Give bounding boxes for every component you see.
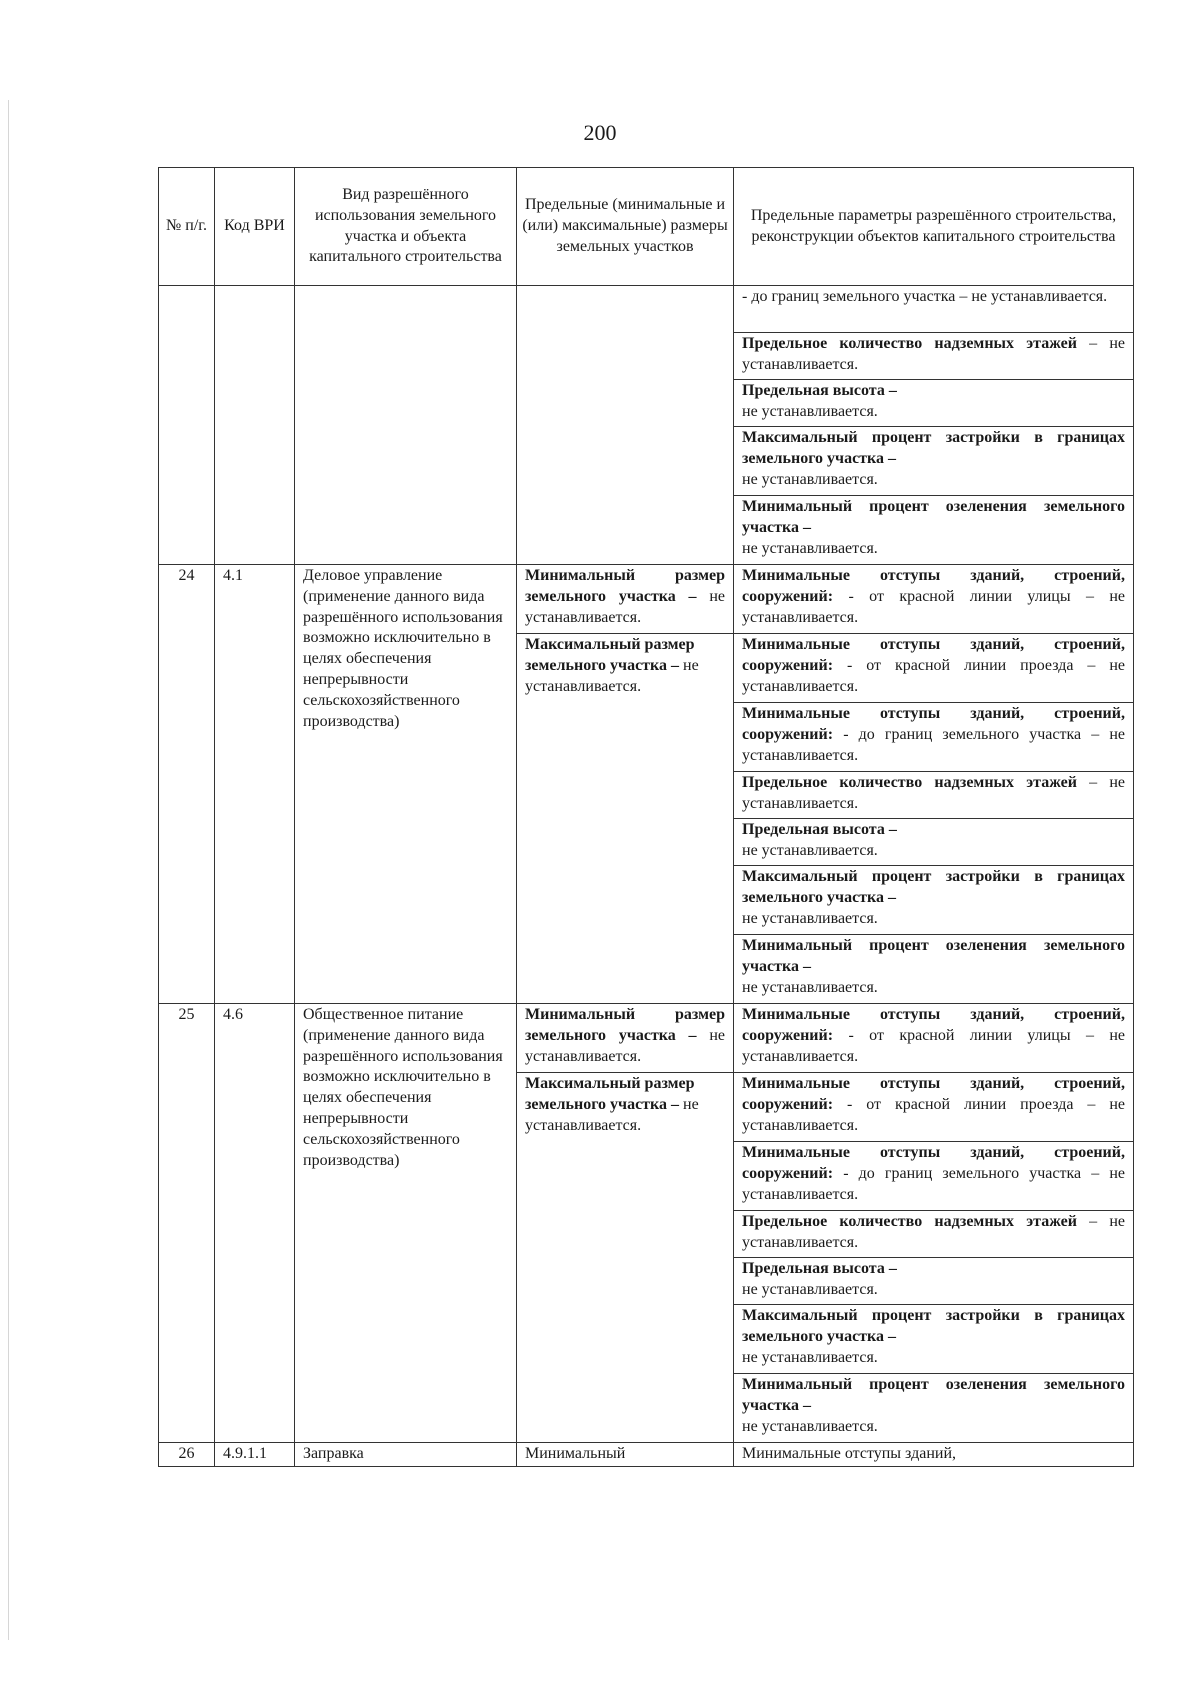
entry-number: 25 bbox=[159, 1004, 215, 1443]
param-cell: Предельная высота – не устанавливается. bbox=[734, 1258, 1134, 1305]
param-cell: Предельное количество надземных этажей – не устанавливается. bbox=[734, 333, 1134, 380]
header-sizes: Предельные (минимальные и (или) максимальные) размеры земельных участков bbox=[517, 168, 734, 286]
entry-code: 4.9.1.1 bbox=[215, 1443, 295, 1467]
entry-kind: Заправка bbox=[295, 1443, 517, 1467]
header-code: Код ВРИ bbox=[215, 168, 295, 286]
param-cell: Максимальный процент застройки в границах земельного участка – не устанавливается. bbox=[734, 866, 1134, 935]
min-size-cell: Минимальный размер земельного участка – не устанавливается. bbox=[517, 1004, 734, 1073]
header-params: Предельные параметры разрешённого строительства, реконструкции объектов капитального строительства bbox=[734, 168, 1134, 286]
param-cell: Минимальные отступы зданий, строений, сооружений: - от красной линии улицы – не устанавливается. bbox=[734, 565, 1134, 634]
param-cell: Минимальный процент озеленения земельного участка – не устанавливается. bbox=[734, 935, 1134, 1004]
page-number: 200 bbox=[583, 120, 617, 145]
entry-number: 24 bbox=[159, 565, 215, 1004]
param-cell: Минимальный процент озеленения земельного участка – не устанавливается. bbox=[734, 1374, 1134, 1443]
param-cell: Минимальные отступы зданий, строений, сооружений: - до границ земельного участка – не устанавливается. bbox=[734, 703, 1134, 772]
param-cell: Минимальные отступы зданий, строений, сооружений: - от красной линии проезда – не устанавливается. bbox=[734, 634, 1134, 703]
param-cell: Минимальные отступы зданий, строений, сооружений: - до границ земельного участка – не устанавливается. bbox=[734, 1142, 1134, 1211]
max-size-cell: Максимальный размер земельного участка – не устанавливается. bbox=[517, 1073, 734, 1443]
entry-kind: Общественное питание (применение данного вида разрешённого использования возможно исключительно в целях обеспечения непрерывности сельскохозяйственного производства) bbox=[295, 1004, 517, 1443]
min-size-cell: Минимальный размер земельного участка – не устанавливается. bbox=[517, 565, 734, 634]
entry-code: 4.1 bbox=[215, 565, 295, 1004]
entry-kind: Деловое управление (применение данного вида разрешённого использования возможно исключительно в целях обеспечения непрерывности сельскохозяйственного производства) bbox=[295, 565, 517, 1004]
table-row bbox=[159, 565, 1134, 634]
table-row bbox=[159, 286, 1134, 333]
param-cell: Минимальные отступы зданий, bbox=[734, 1443, 1134, 1467]
max-size-cell: Максимальный размер земельного участка – не устанавливается. bbox=[517, 634, 734, 1004]
entry-number: 26 bbox=[159, 1443, 215, 1467]
header-kind: Вид разрешённого использования земельного участка и объекта капитального строительства bbox=[295, 168, 517, 286]
table-row bbox=[159, 1004, 1134, 1073]
param-cell: Минимальные отступы зданий, строений, сооружений: - от красной линии проезда – не устанавливается. bbox=[734, 1073, 1134, 1142]
param-cell: Максимальный процент застройки в границах земельного участка – не устанавливается. bbox=[734, 1305, 1134, 1374]
regulations-table bbox=[158, 167, 1134, 1467]
param-cell: Максимальный процент застройки в границах земельного участка – не устанавливается. bbox=[734, 427, 1134, 496]
param-cell: Предельное количество надземных этажей – не устанавливается. bbox=[734, 772, 1134, 819]
entry-code: 4.6 bbox=[215, 1004, 295, 1443]
min-size-cell: Минимальный bbox=[517, 1443, 734, 1467]
header-row bbox=[159, 168, 1134, 286]
param-cell: - до границ земельного участка – не устанавливается. bbox=[734, 286, 1134, 333]
param-cell: Минимальный процент озеленения земельного участка – не устанавливается. bbox=[734, 496, 1134, 565]
param-cell: Минимальные отступы зданий, строений, сооружений: - от красной линии улицы – не устанавливается. bbox=[734, 1004, 1134, 1073]
param-cell: Предельное количество надземных этажей – не устанавливается. bbox=[734, 1211, 1134, 1258]
header-num: № п/г. bbox=[159, 168, 215, 286]
param-cell: Предельная высота – не устанавливается. bbox=[734, 380, 1134, 427]
scan-edge bbox=[8, 100, 9, 1640]
param-cell: Предельная высота – не устанавливается. bbox=[734, 819, 1134, 866]
table-row bbox=[159, 1443, 1134, 1467]
